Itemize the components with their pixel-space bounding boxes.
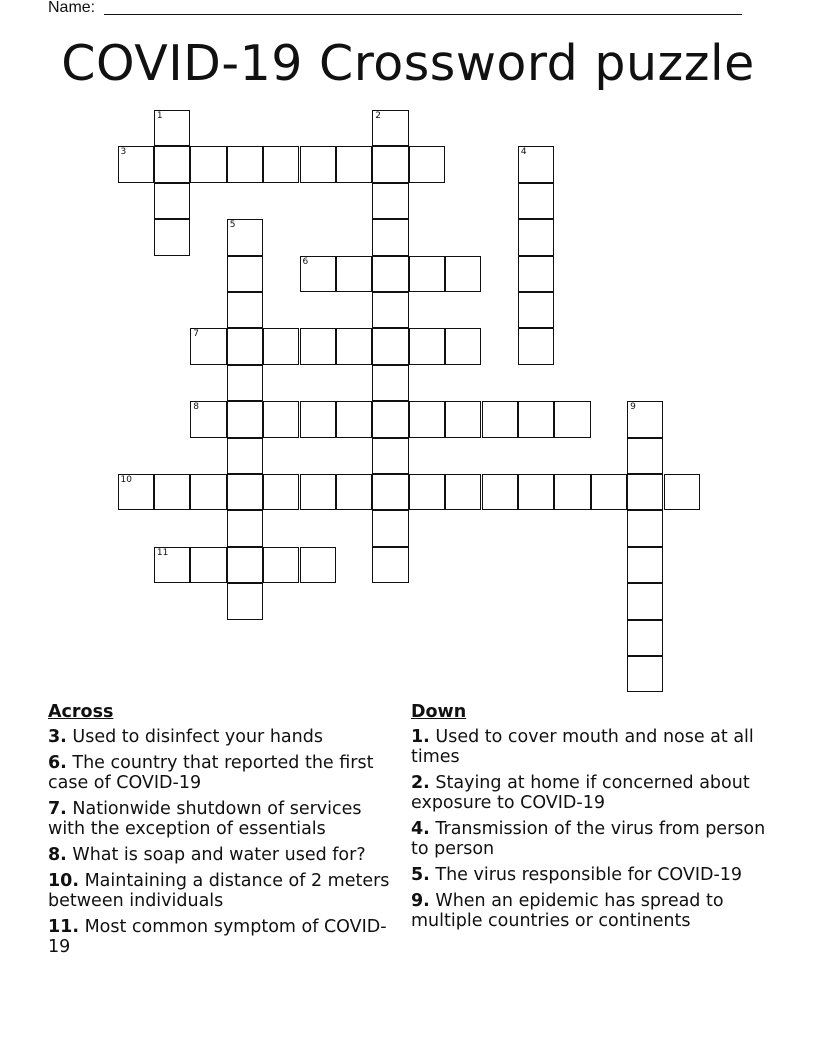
grid-cell[interactable] bbox=[372, 110, 408, 146]
grid-cell[interactable] bbox=[664, 474, 700, 510]
grid-cell[interactable] bbox=[263, 328, 299, 364]
grid-cell[interactable] bbox=[518, 183, 554, 219]
grid-cell[interactable] bbox=[227, 547, 263, 583]
clue-text: Maintaining a distance of 2 meters between individuals bbox=[48, 871, 390, 911]
grid-cell[interactable] bbox=[263, 474, 299, 510]
grid-cell[interactable] bbox=[372, 510, 408, 546]
clue-number: 5. bbox=[411, 865, 430, 885]
grid-cell[interactable] bbox=[190, 328, 226, 364]
grid-cell[interactable] bbox=[372, 401, 408, 437]
grid-cell[interactable] bbox=[300, 401, 336, 437]
grid-cell[interactable] bbox=[227, 256, 263, 292]
grid-cell[interactable] bbox=[591, 474, 627, 510]
grid-cell[interactable] bbox=[445, 474, 481, 510]
grid-cell[interactable] bbox=[154, 474, 190, 510]
grid-cell[interactable] bbox=[409, 146, 445, 182]
grid-cell[interactable] bbox=[154, 219, 190, 255]
grid-cell[interactable] bbox=[336, 328, 372, 364]
grid-cell[interactable] bbox=[300, 474, 336, 510]
clue-number: 6. bbox=[48, 753, 67, 773]
clue-text: Nationwide shutdown of services with the exception of essentials bbox=[48, 799, 362, 839]
grid-cell[interactable] bbox=[482, 401, 518, 437]
clue-number: 1. bbox=[411, 727, 430, 747]
clue-text: The virus responsible for COVID-19 bbox=[429, 865, 743, 885]
grid-cell[interactable] bbox=[227, 146, 263, 182]
clue-text: Transmission of the virus from person to person bbox=[411, 819, 766, 859]
cell-number: 1 bbox=[156, 111, 163, 121]
grid-cell[interactable] bbox=[518, 146, 554, 182]
clue-text: Used to disinfect your hands bbox=[66, 727, 323, 747]
grid-cell[interactable] bbox=[518, 256, 554, 292]
cell-number: 3 bbox=[120, 147, 127, 158]
clue-across-3 bbox=[48, 727, 398, 747]
grid-cell[interactable] bbox=[263, 401, 299, 437]
grid-cell[interactable] bbox=[227, 474, 263, 510]
grid-cell[interactable] bbox=[554, 474, 590, 510]
grid-cell[interactable] bbox=[263, 146, 299, 182]
grid-cell[interactable] bbox=[627, 620, 663, 656]
clue-text: Most common symptom of COVID-19 bbox=[48, 917, 387, 957]
grid-cell[interactable] bbox=[227, 510, 263, 546]
clue-number: 4. bbox=[411, 819, 430, 839]
grid-cell[interactable] bbox=[227, 219, 263, 255]
name-label: Name: bbox=[48, 0, 96, 16]
cell-number: 8 bbox=[193, 402, 200, 413]
grid-cell[interactable] bbox=[227, 328, 263, 364]
clue-number: 10. bbox=[48, 871, 80, 891]
clue-down-5 bbox=[411, 865, 771, 885]
grid-cell[interactable] bbox=[154, 547, 190, 583]
clue-down-4 bbox=[411, 819, 771, 859]
grid-cell[interactable] bbox=[372, 146, 408, 182]
grid-cell[interactable] bbox=[263, 547, 299, 583]
grid-cell[interactable] bbox=[300, 256, 336, 292]
grid-cell[interactable] bbox=[445, 401, 481, 437]
grid-cell[interactable] bbox=[409, 256, 445, 292]
clue-text: What is soap and water used for? bbox=[66, 845, 366, 865]
grid-cell[interactable] bbox=[190, 474, 226, 510]
clue-text: Used to cover mouth and nose at all times bbox=[411, 727, 754, 767]
grid-cell[interactable] bbox=[227, 438, 263, 474]
grid-cell[interactable] bbox=[372, 183, 408, 219]
grid-cell[interactable] bbox=[190, 401, 226, 437]
grid-cell[interactable] bbox=[154, 183, 190, 219]
grid-cell[interactable] bbox=[372, 547, 408, 583]
grid-cell[interactable] bbox=[627, 510, 663, 546]
grid-cell[interactable] bbox=[482, 474, 518, 510]
cell-number: 6 bbox=[302, 256, 309, 267]
grid-cell[interactable] bbox=[627, 474, 663, 510]
clue-across-6 bbox=[48, 753, 398, 793]
grid-cell[interactable] bbox=[118, 146, 154, 182]
grid-cell[interactable] bbox=[445, 256, 481, 292]
grid-cell[interactable] bbox=[336, 256, 372, 292]
grid-cell[interactable] bbox=[190, 547, 226, 583]
puzzle-title: COVID-19 Crossword puzzle bbox=[61, 35, 755, 92]
grid-cell[interactable] bbox=[372, 292, 408, 328]
grid-cell[interactable] bbox=[227, 365, 263, 401]
grid-cell[interactable] bbox=[445, 328, 481, 364]
grid-cell[interactable] bbox=[300, 146, 336, 182]
grid-cell[interactable] bbox=[336, 401, 372, 437]
grid-cell[interactable] bbox=[227, 401, 263, 437]
across-clues bbox=[48, 702, 398, 963]
clue-text: When an epidemic has spread to multiple countries or continents bbox=[411, 891, 724, 931]
clue-down-9 bbox=[411, 891, 771, 931]
grid-cell[interactable] bbox=[518, 292, 554, 328]
cell-number: 9 bbox=[630, 402, 636, 413]
grid-cell[interactable] bbox=[627, 401, 663, 437]
grid-cell[interactable] bbox=[518, 219, 554, 255]
down-heading: Down bbox=[411, 702, 467, 722]
grid-cell[interactable] bbox=[118, 474, 154, 510]
clue-number: 11. bbox=[48, 917, 80, 937]
cell-number: 10 bbox=[120, 475, 132, 485]
grid-cell[interactable] bbox=[372, 365, 408, 401]
clue-across-11 bbox=[48, 917, 398, 957]
grid-cell[interactable] bbox=[627, 547, 663, 583]
clue-text: The country that reported the first case of COVID-19 bbox=[48, 753, 374, 793]
clue-number: 7. bbox=[48, 799, 67, 819]
grid-cell[interactable] bbox=[227, 583, 263, 619]
clue-across-8 bbox=[48, 845, 398, 865]
grid-cell[interactable] bbox=[409, 328, 445, 364]
grid-cell[interactable] bbox=[154, 110, 190, 146]
cell-number: 11 bbox=[156, 547, 169, 558]
grid-cell[interactable] bbox=[518, 328, 554, 364]
across-heading: Across bbox=[48, 702, 114, 722]
grid-cell[interactable] bbox=[227, 292, 263, 328]
grid-cell[interactable] bbox=[154, 146, 190, 182]
clue-across-7 bbox=[48, 799, 398, 839]
grid-cell[interactable] bbox=[372, 219, 408, 255]
clue-number: 3. bbox=[48, 727, 67, 747]
cell-number: 7 bbox=[193, 329, 200, 340]
grid-cell[interactable] bbox=[372, 474, 408, 510]
grid-cell[interactable] bbox=[627, 656, 663, 692]
grid-cell[interactable] bbox=[409, 474, 445, 510]
clue-down-1 bbox=[411, 727, 771, 767]
grid-cell[interactable] bbox=[518, 401, 554, 437]
grid-cell[interactable] bbox=[190, 146, 226, 182]
grid-cell[interactable] bbox=[554, 401, 590, 437]
grid-cell[interactable] bbox=[409, 401, 445, 437]
grid-cell[interactable] bbox=[336, 146, 372, 182]
clue-down-2 bbox=[411, 773, 771, 813]
grid-cell[interactable] bbox=[300, 547, 336, 583]
grid-cell[interactable] bbox=[372, 256, 408, 292]
down-clues bbox=[411, 702, 771, 937]
grid-cell[interactable] bbox=[372, 328, 408, 364]
clue-number: 2. bbox=[411, 773, 430, 793]
cell-number: 4 bbox=[520, 147, 527, 158]
cell-number: 2 bbox=[375, 111, 382, 121]
clue-number: 9. bbox=[411, 891, 430, 911]
grid-cell[interactable] bbox=[336, 474, 372, 510]
grid-cell[interactable] bbox=[518, 474, 554, 510]
cell-number: 5 bbox=[229, 220, 236, 231]
clue-across-10 bbox=[48, 871, 398, 911]
grid-cell[interactable] bbox=[372, 438, 408, 474]
grid-cell[interactable] bbox=[627, 583, 663, 619]
grid-cell[interactable] bbox=[300, 328, 336, 364]
clue-text: Staying at home if concerned about exposure to COVID-19 bbox=[411, 773, 750, 813]
clue-number: 8. bbox=[48, 845, 67, 865]
grid-cell[interactable] bbox=[627, 438, 663, 474]
